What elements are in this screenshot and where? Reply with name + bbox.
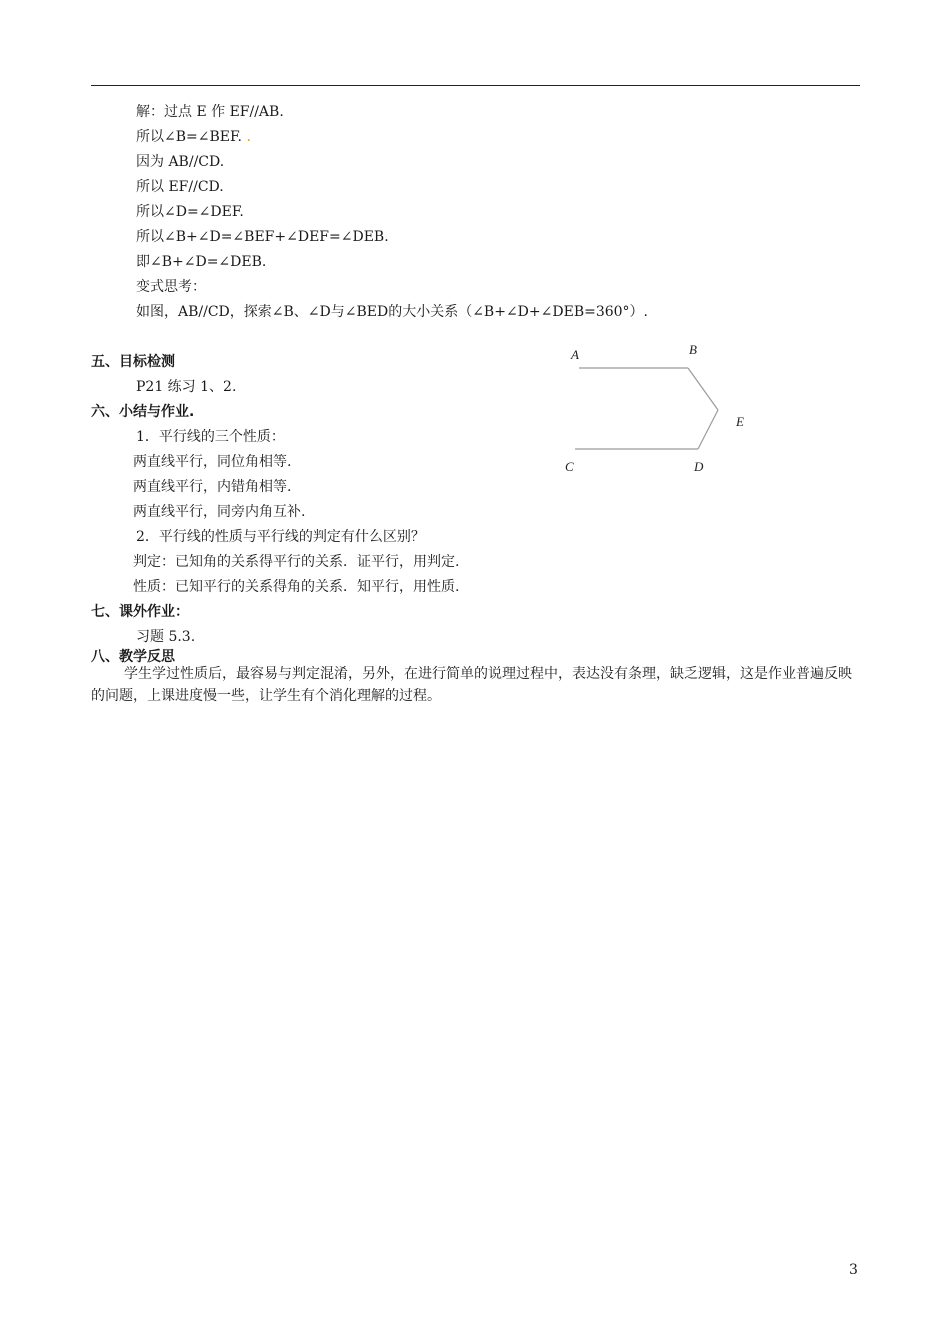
- section-8-body: [91, 663, 860, 707]
- segment-be: [688, 368, 718, 410]
- section-5-title: 五、目标检测: [91, 354, 175, 370]
- solution-line-3: 因为 AB//CD.: [136, 154, 225, 170]
- label-d: D: [694, 459, 704, 474]
- section-7-title: 七、课外作业：: [91, 604, 189, 620]
- solution-line-7: 即∠B+∠D=∠DEB.: [136, 254, 267, 270]
- section-8-title: 八、教学反思: [91, 649, 175, 665]
- header-rule: [91, 85, 860, 86]
- solution-line-6: 所以∠B+∠D=∠BEF+∠DEF=∠DEB.: [136, 229, 389, 245]
- segment-ed: [698, 410, 718, 449]
- section-6-item-1: 1．平行线的三个性质：: [136, 429, 285, 445]
- variant-question: 如图，AB//CD，探索∠B、∠D与∠BED的大小关系（∠B+∠D+∠DEB=360°）.: [136, 304, 649, 320]
- geometry-figure: [555, 338, 765, 488]
- solution-line-2-text: 所以∠B=∠BEF.: [136, 129, 242, 145]
- solution-line-5: 所以∠D=∠DEF.: [136, 204, 244, 220]
- label-a: A: [571, 347, 579, 362]
- section-6-property-2: 两直线平行，内错角相等.: [133, 479, 292, 495]
- stray-mark: .: [246, 129, 251, 145]
- section-7-body: 习题 5.3.: [136, 629, 196, 645]
- section-6-judgment: 判定：已知角的关系得平行的关系．证平行，用判定.: [133, 554, 460, 570]
- section-6-item-2: 2．平行线的性质与平行线的判定有什么区别？: [136, 529, 425, 545]
- section-6-title: 六、小结与作业.: [91, 404, 195, 420]
- section-8-text: 学生学过性质后，最容易与判定混淆，另外，在进行简单的说理过程中，表达没有条理，缺乏逻辑，这是作业普遍反映的问题，上课进度慢一些，让学生有个消化理解的过程。: [91, 666, 852, 704]
- section-6-property: 性质：已知平行的关系得角的关系．知平行，用性质.: [133, 579, 460, 595]
- solution-line-4: 所以 EF//CD.: [136, 179, 224, 195]
- page-number: 3: [849, 1262, 858, 1278]
- variant-thinking-label: 变式思考：: [136, 279, 206, 295]
- section-5-body: P21 练习 1、2.: [136, 379, 237, 395]
- label-e: E: [736, 414, 744, 429]
- section-6-property-3: 两直线平行，同旁内角互补.: [133, 504, 306, 520]
- label-b: B: [689, 342, 697, 357]
- solution-line-1: 解：过点 E 作 EF//AB.: [136, 104, 284, 120]
- label-c: C: [565, 459, 574, 474]
- section-6-property-1: 两直线平行，同位角相等.: [133, 454, 292, 470]
- solution-line-2: [136, 128, 251, 146]
